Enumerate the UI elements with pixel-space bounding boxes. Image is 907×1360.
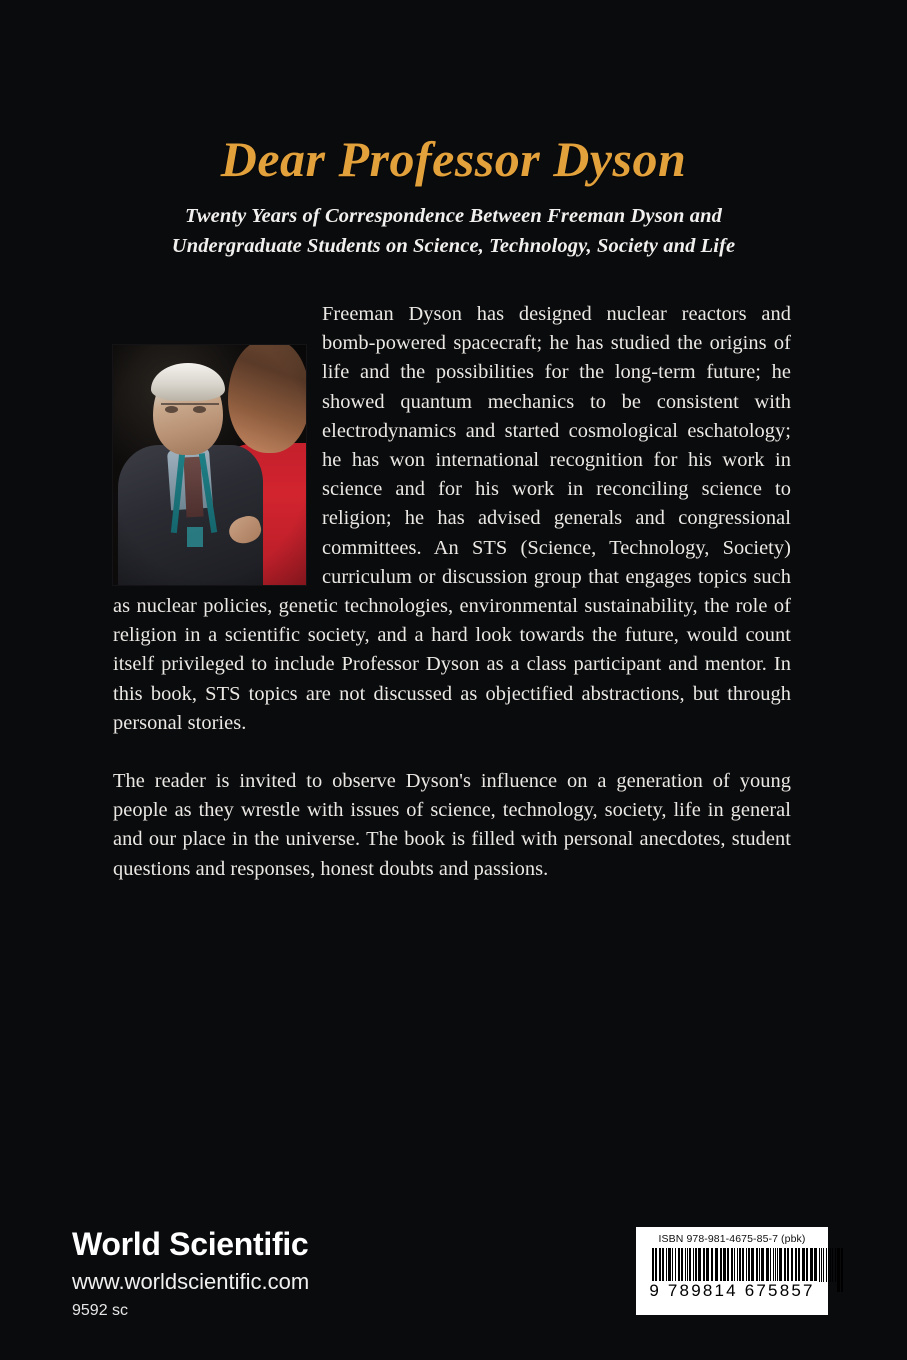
subtitle-line-1: Twenty Years of Correspondence Between Freeman Dyson and [185,205,722,227]
page-title: Dear Professor Dyson [220,131,687,187]
publisher-code: 9592 sc [72,1301,129,1319]
isbn-barcode [636,1227,828,1315]
title-block [0,132,907,262]
photo-vignette [113,345,306,585]
publisher-website[interactable]: www.worldscientific.com [72,1269,310,1294]
author-photo [113,345,306,585]
publisher-name: World Scientific [72,1226,309,1262]
barcode-digits: 9 789814 675857 [649,1281,815,1300]
subtitle-line-2: Undergraduate Students on Science, Technology, Society and Life [171,235,736,258]
publisher-block [72,1228,309,1320]
isbn-text: ISBN 978-981-4675-85-7 (pbk) [658,1233,806,1245]
blurb-paragraph-2: The reader is invited to observe Dyson's influence on a generation of young people as they wrestle with issues of science, technology, society, life in general and our place in the universe. The book is filled with personal anecdotes, student questions and responses, honest doubts and passions. [113,770,791,880]
blurb-paragraph-1: Freeman Dyson has designed nuclear reactors and bomb-powered spacecraft; he has studied the origins of life and the possibilities for the long-term future; he showed quantum mechanics to be consistent with electrodynamics and started cosmological eschatology; he has won international recognition for his work in science and for his work in reconciling science to religion; he has advised generals and congressional committees. An STS (Science, Technology, Society) curriculum or discussion group that engages topics such as nuclear policies, genetic technologies, environmental sustainability, the role of religion in a scientific society, and a hard look towards the future, would count itself privileged to include Professor Dyson as a class participant and mentor. In this book, STS topics are not discussed as objectified abstractions, but through personal stories. [113,303,791,734]
page-subtitle [0,201,907,262]
